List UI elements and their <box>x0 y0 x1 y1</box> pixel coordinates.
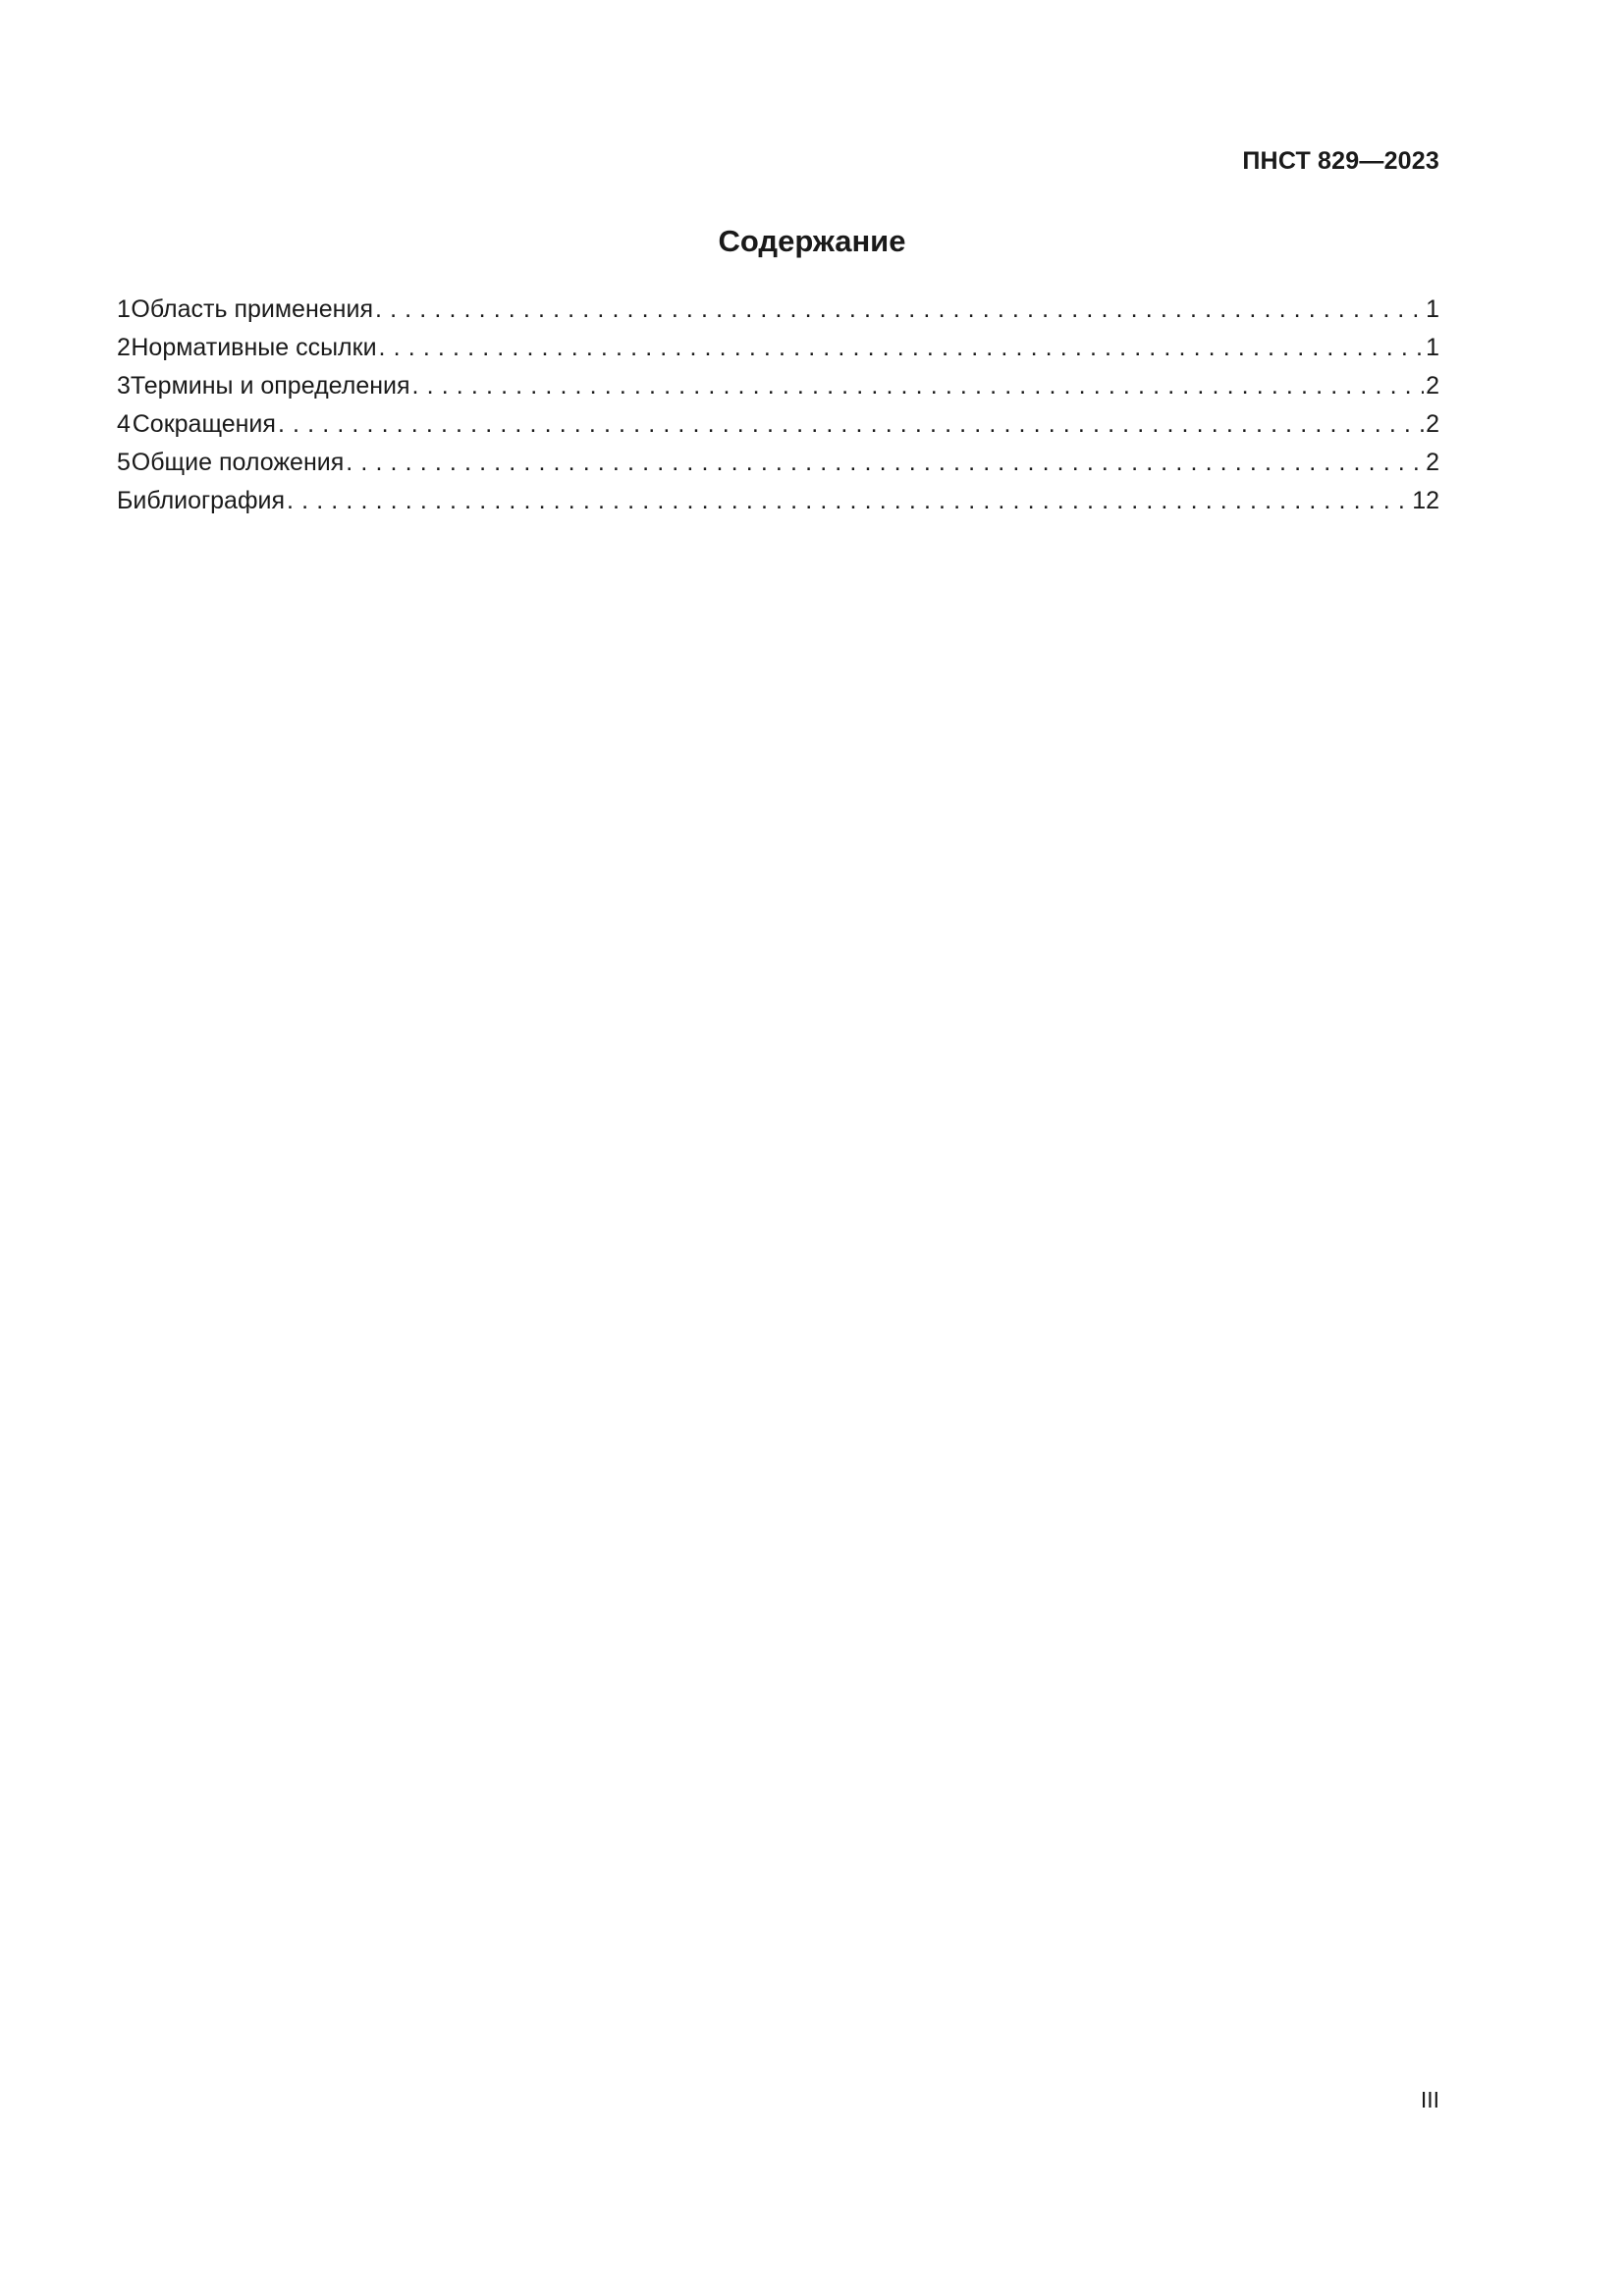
table-of-contents <box>117 291 1439 520</box>
toc-item-number: 5 <box>117 449 131 476</box>
toc-item-label: Общие положения <box>131 449 345 476</box>
toc-item-label: Сокращения <box>132 410 276 438</box>
toc-item-label: Библиография <box>117 487 286 514</box>
toc-item-label: Нормативные ссылки <box>131 334 377 361</box>
toc-item-number: 1 <box>117 295 131 323</box>
document-code: ПНСТ 829—2023 <box>1242 147 1439 175</box>
toc-item-page: 2 <box>1426 372 1439 400</box>
toc-dot-leader <box>412 367 1425 405</box>
toc-dot-leader <box>287 482 1410 520</box>
toc-item-bibliography[interactable] <box>117 482 1439 520</box>
toc-item-page: 2 <box>1426 449 1439 476</box>
toc-item-number: 2 <box>117 334 131 361</box>
toc-item-page: 1 <box>1426 334 1439 361</box>
toc-dot-leader <box>346 444 1424 482</box>
toc-dot-leader <box>379 329 1425 367</box>
toc-item-normative-references[interactable] <box>117 329 1439 367</box>
toc-item-terms-definitions[interactable] <box>117 367 1439 405</box>
toc-item-number: 3 <box>117 372 131 400</box>
toc-item-number: 4 <box>117 410 131 438</box>
page-number: III <box>1420 2087 1439 2112</box>
toc-dot-leader <box>278 405 1424 444</box>
toc-item-label: Термины и определения <box>130 372 410 400</box>
toc-title: Содержание <box>718 224 906 258</box>
toc-item-abbreviations[interactable] <box>117 405 1439 444</box>
toc-item-scope[interactable] <box>117 291 1439 329</box>
toc-dot-leader <box>375 291 1424 329</box>
toc-item-page: 2 <box>1426 410 1439 438</box>
toc-item-general-provisions[interactable] <box>117 444 1439 482</box>
toc-item-page: 1 <box>1426 295 1439 323</box>
toc-item-page: 12 <box>1412 487 1439 514</box>
toc-item-label: Область применения <box>131 295 373 323</box>
